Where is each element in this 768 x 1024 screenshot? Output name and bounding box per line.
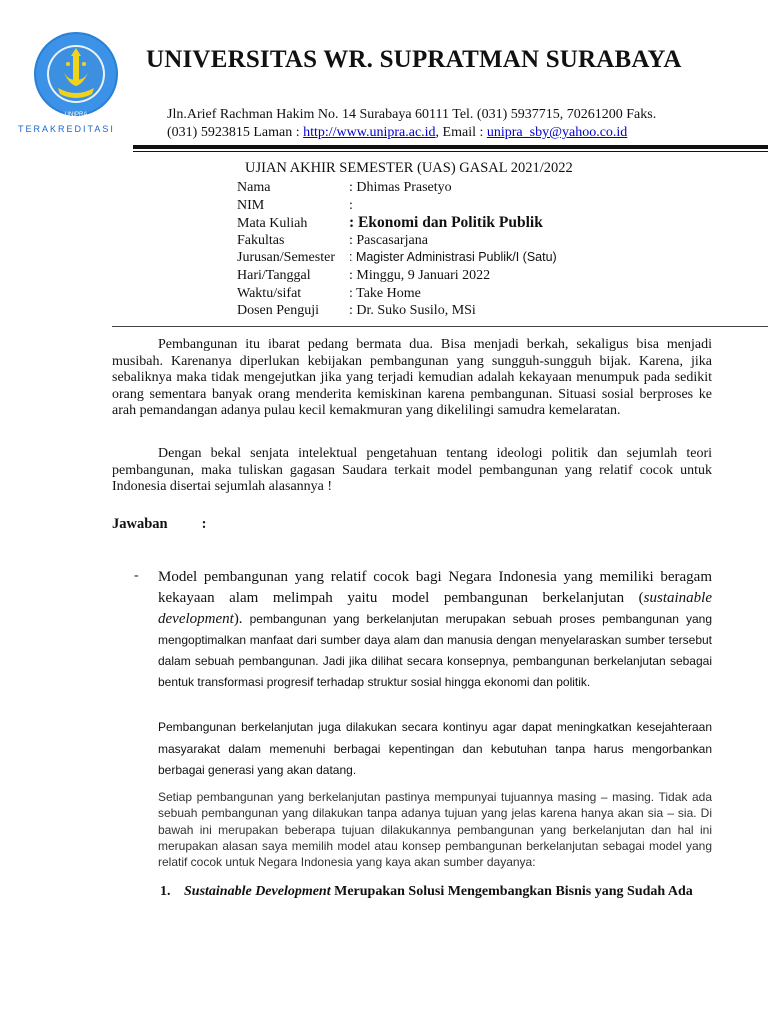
- info-value: : Dr. Suko Susilo, MSi: [349, 303, 476, 319]
- subheading-text: Merupakan Solusi Mengembangkan Bisnis yang Sudah Ada: [330, 884, 693, 899]
- answer-heading: [112, 516, 206, 533]
- email-label: , Email :: [435, 125, 487, 140]
- exam-title: UJIAN AKHIR SEMESTER (UAS) GASAL 2021/2022: [245, 160, 573, 176]
- info-row-fakultas: [237, 232, 557, 250]
- answer-paragraph-3: Setiap pembangunan yang berkelanjutan pastinya mempunyai tujuannya masing – masing. Tidak ada sebuah pembangunan yang dilakukan tanpa adanya tujuan yang jelas karena hanya akan sia – sia. Di bawah ini merupakan beberapa tujuan dilakukannya pembangunan yang berkelanjutan dan hal ini merupakan alasan saya memilih model atau konsep pembangunan berkelanjutan sebagai model yang relatif cocok untuk Negara Indonesia yang kaya akan sumber dayanya:: [158, 790, 712, 870]
- address-block: [167, 106, 707, 142]
- answer-colon: :: [201, 516, 207, 532]
- email-link[interactable]: unipra_sby@yahoo.co.id: [486, 125, 628, 140]
- university-name: UNIVERSITAS WR. SUPRATMAN SURABAYA: [146, 46, 682, 73]
- info-value: : Minggu, 9 Januari 2022: [349, 267, 491, 283]
- header-divider-thin: [133, 151, 768, 152]
- header-divider-thick: [133, 145, 768, 149]
- answer-p1-close: ).: [233, 611, 243, 627]
- subheading-italic-term: Sustainable Development: [184, 884, 331, 899]
- subheading-number: 1.: [160, 884, 171, 899]
- answer-label: Jawaban: [112, 516, 168, 532]
- answer-paragraph-1: [158, 567, 712, 693]
- info-value: :: [349, 197, 353, 213]
- section-divider: [112, 326, 768, 327]
- question-paragraph-1: Pembangunan itu ibarat pedang bermata dua. Bisa menjadi berkah, sekaligus bisa menjadi musibah. Karenanya diperlukan kebijakan pembangunan yang sungguh-sungguh bijak. Karena, jika sebaliknya maka tidak mengejutkan jika yang terjadi kemudian adalah kekayaan menumpuk pada sedikit orang sementara banyak orang menderita kemiskinan karena pembangunan. Situasi sosial berproses ke arah pemandangan adanya pulau kecil kemakmuran yang dikelilingi samudra kemelaratan.: [112, 337, 712, 419]
- info-value: : Magister Administrasi Publik/I (Satu): [349, 250, 557, 265]
- info-label: Waktu/sifat: [237, 285, 302, 301]
- info-row-nama: [237, 179, 557, 197]
- info-row-mata-kuliah: [237, 214, 557, 232]
- info-label: Fakultas: [237, 232, 285, 248]
- accreditation-label: TERAKREDITASI: [18, 124, 115, 134]
- answer-subheading-1: [160, 884, 693, 900]
- info-row-waktu: [237, 285, 557, 303]
- info-label: NIM: [237, 197, 265, 213]
- university-logo: [32, 28, 120, 124]
- info-label: Hari/Tanggal: [237, 267, 311, 283]
- address-line-2: [167, 124, 707, 142]
- info-value: : Ekonomi dan Politik Publik: [349, 214, 543, 232]
- question-paragraph-2: Dengan bekal senjata intelektual pengetahuan tentang ideologi politik dan sejumlah teori pembangunan, maka tuliskan gagasan Saudara terkait model pembangunan yang relatif cocok untuk Indonesia disertai sejumlah alasannya !: [112, 446, 712, 495]
- info-row-jurusan: [237, 249, 557, 267]
- info-row-hari-tanggal: [237, 267, 557, 285]
- info-label: Dosen Penguji: [237, 303, 320, 319]
- logo-bottom-text: UNIPRA: [64, 112, 88, 118]
- answer-paragraph-2: Pembangunan berkelanjutan juga dilakukan secara kontinyu agar dapat meningkatkan kesejahteraan masyarakat dalam memenuhi berbagai kepentingan dan kebutuhan tanpa harus mengorbankan berbagai generasi yang akan datang.: [158, 720, 712, 777]
- website-link[interactable]: http://www.unipra.ac.id: [303, 125, 436, 140]
- info-row-nim: [237, 197, 557, 215]
- bullet-dash: -: [134, 568, 139, 583]
- info-value: : Dhimas Prasetyo: [349, 180, 452, 195]
- answer-p1-intro: Model pembangunan yang relatif cocok bagi Negara Indonesia yang memiliki beragam kekayaan alam melimpah yaitu model pembangunan berkelanjutan (: [158, 569, 712, 606]
- info-label: Jurusan/Semester: [237, 250, 335, 266]
- answer-p1-body: pembangunan yang berkelanjutan merupakan sebuah proses pembangunan yang mengoptimalkan manfaat dari sumber daya alam dan manusia dengan menyelaraskan sumber tersebut dalam sebuah pembangunan. Jadi jika dilihat secara konsepnya, pembangunan berkelanjutan sebagai bentuk transformasi progresif terhadap struktur sosial hingga ekonomi dan politik.: [158, 612, 712, 689]
- address-line-1: Jln.Arief Rachman Hakim No. 14 Surabaya 60111 Tel. (031) 5937715, 70261200 Faks.: [167, 107, 657, 122]
- info-label: Mata Kuliah: [237, 216, 308, 232]
- answer-p1-italic-term: sustainable development: [158, 590, 712, 627]
- info-value: : Pascasarjana: [349, 232, 428, 248]
- info-label: Nama: [237, 180, 271, 195]
- info-value: : Take Home: [349, 285, 421, 301]
- exam-info-table: [237, 179, 557, 320]
- info-row-dosen: [237, 302, 557, 320]
- phone-fax: (031) 5923815 Laman :: [167, 125, 304, 140]
